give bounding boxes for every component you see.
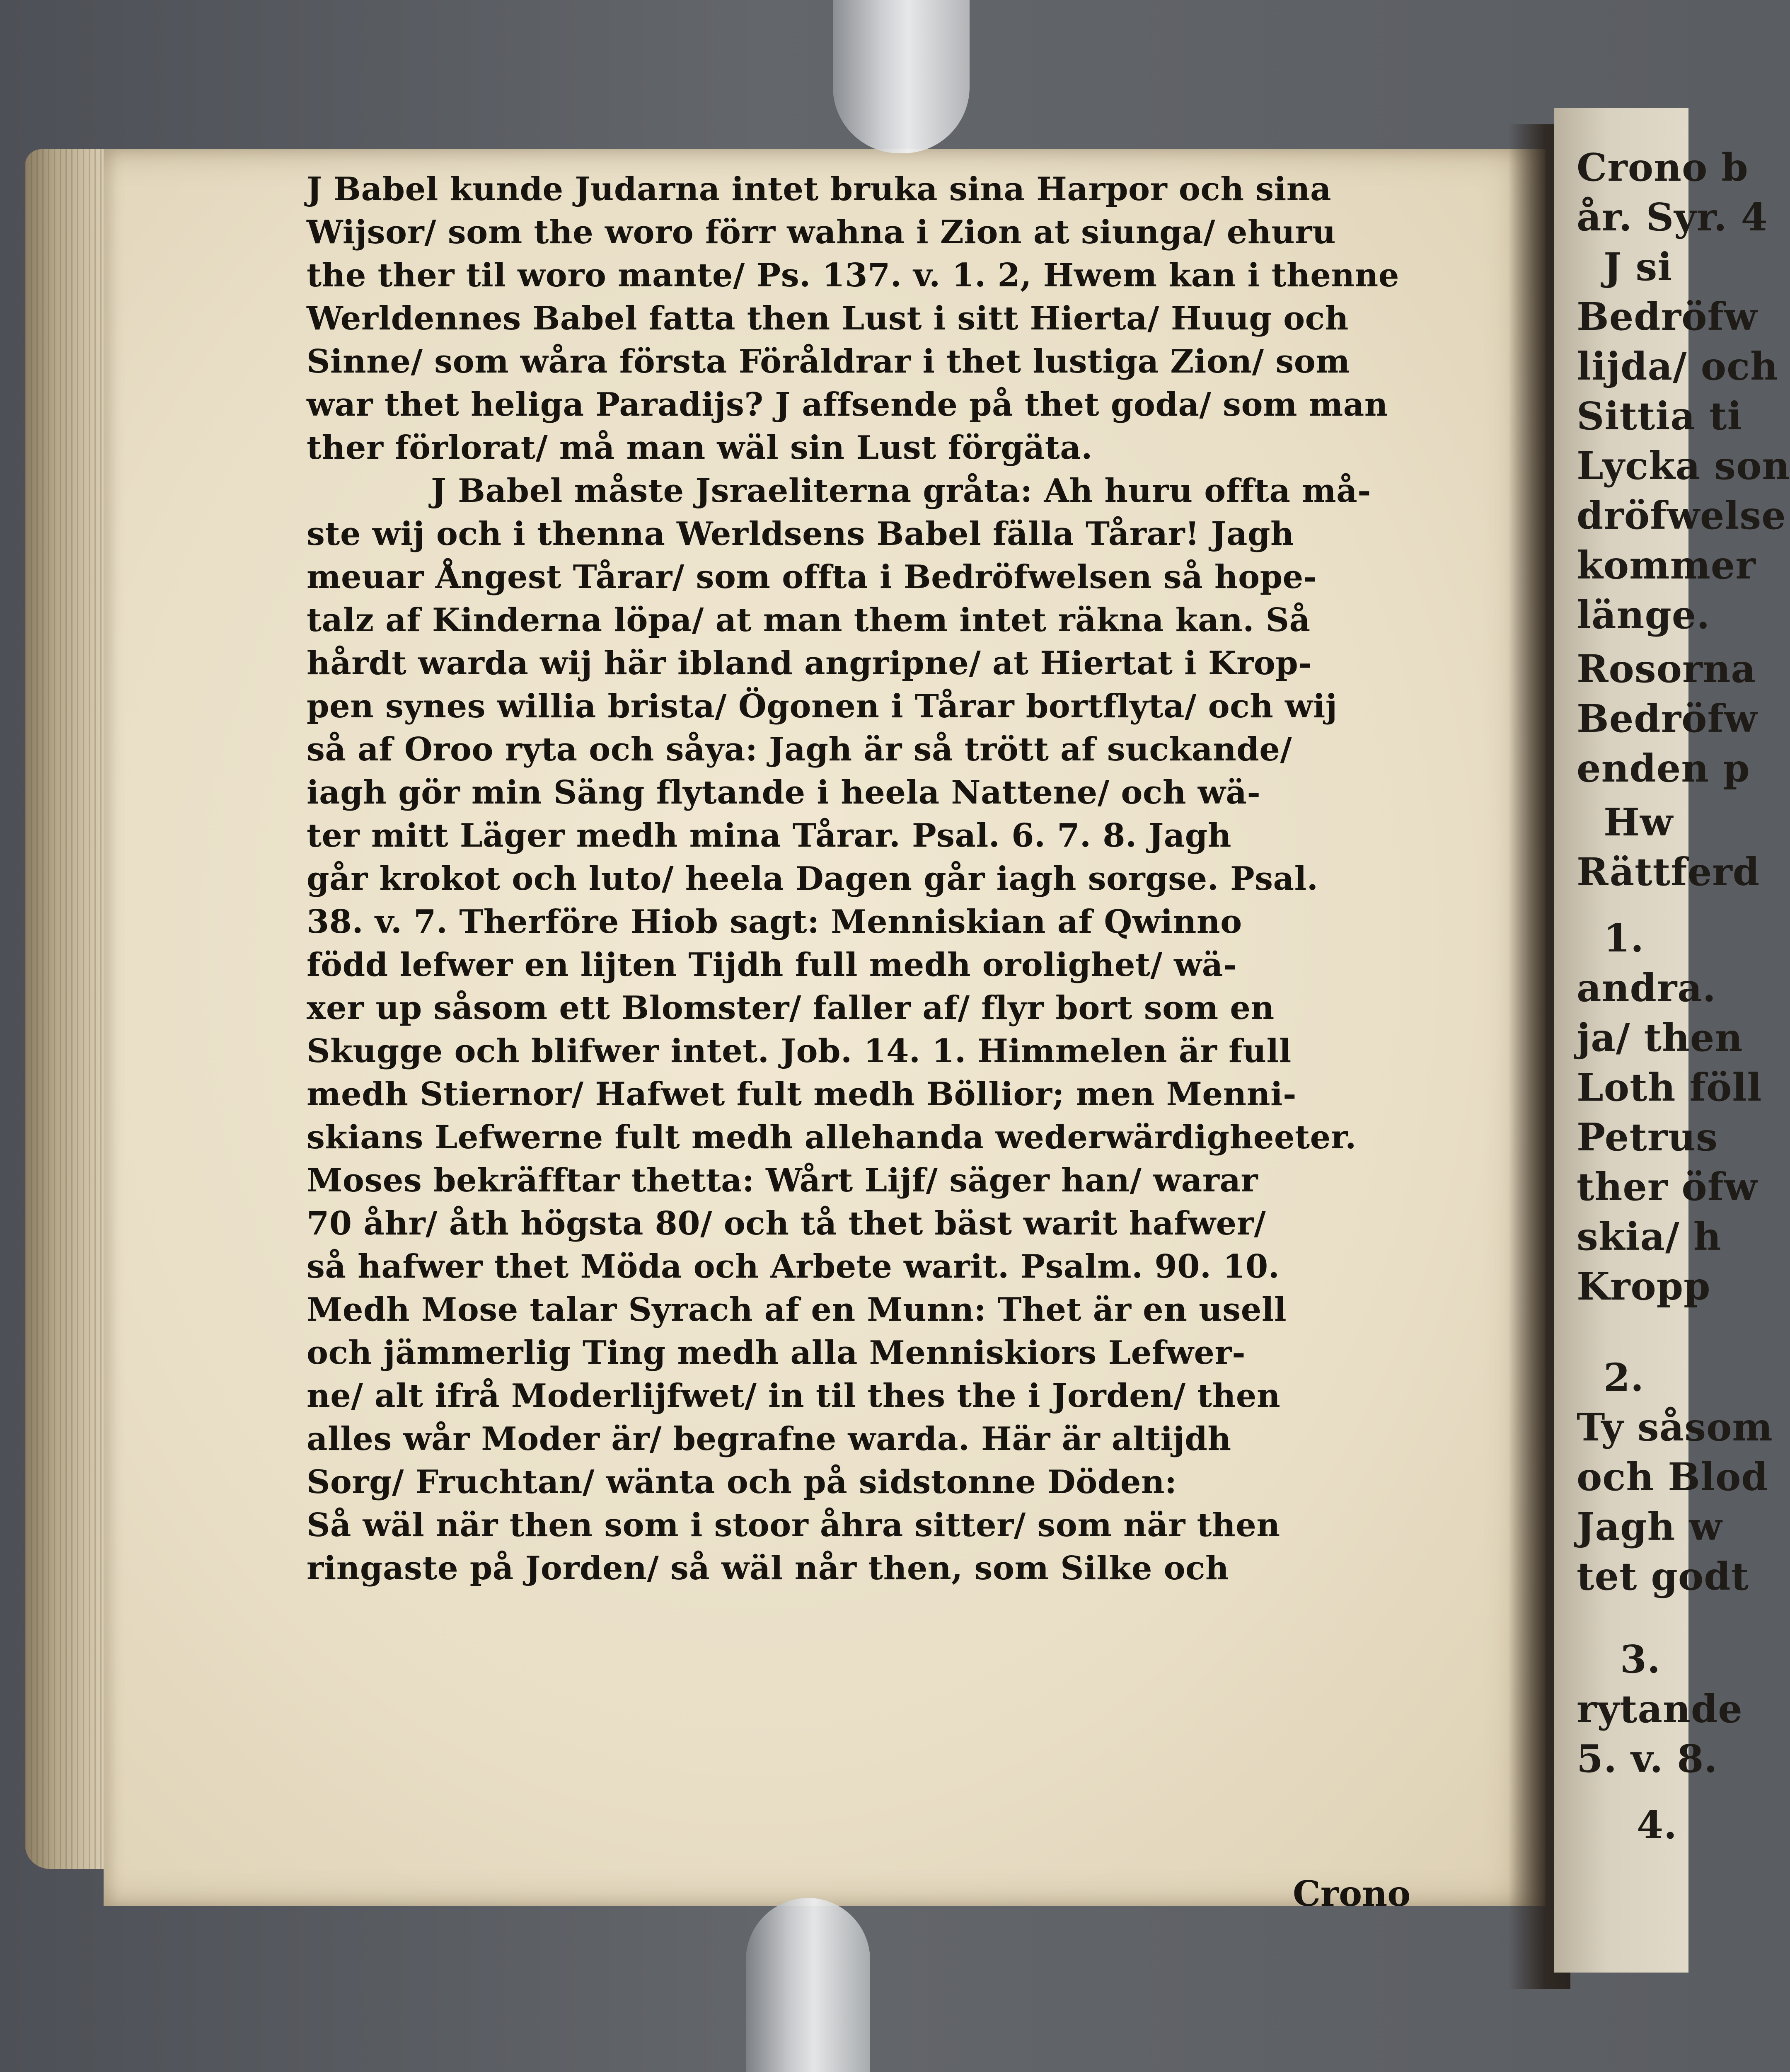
text-line: Skugge och blifwer intet. Job. 14. 1. Himmelen är full: [307, 1032, 1292, 1070]
text-line: Moses bekräfftar thetta: Wårt Lijf/ säger han/ warar: [307, 1162, 1258, 1199]
page-clip-bottom: [746, 1898, 870, 2072]
facing-text-fragment: J si: [1604, 244, 1673, 289]
facing-text-fragment: Crono b: [1577, 145, 1749, 190]
facing-text-fragment: Bedröfw: [1577, 696, 1758, 741]
text-line: ste wij och i thenna Werldsens Babel fälla Tårar! Jagh: [307, 515, 1294, 553]
facing-text-fragment: 5. v. 8.: [1577, 1736, 1718, 1781]
text-line: 38. v. 7. Therföre Hiob sagt: Menniskian af Qwinno: [307, 903, 1242, 941]
facing-text-fragment: ja/ then: [1577, 1015, 1743, 1060]
text-line: hårdt warda wij här ibland angripne/ at Hiertat i Krop-: [307, 644, 1312, 682]
facing-page: [1554, 108, 1790, 1973]
text-line: ther förlorat/ må man wäl sin Lust förgäta.: [307, 429, 1093, 467]
facing-text-fragment: Rosorna: [1577, 646, 1756, 691]
facing-text-fragment: Rättferd: [1577, 850, 1760, 894]
text-line: ringaste på Jorden/ så wäl når then, som Silke och: [307, 1549, 1229, 1587]
facing-text-fragment: Jagh w: [1577, 1504, 1722, 1549]
text-line: skians Lefwerne fult medh allehanda wederwärdigheeter.: [307, 1118, 1357, 1156]
text-line: J Babel måste Jsraeliterna gråta: Ah huru offta må-: [431, 472, 1372, 510]
text-line: 70 åhr/ åth högsta 80/ och tå thet bäst warit hafwer/: [307, 1205, 1266, 1242]
facing-text-fragment: Ty såsom: [1577, 1405, 1773, 1450]
facing-text-fragment: Hw: [1604, 800, 1674, 845]
text-line: war thet heliga Paradijs? J affsende på thet goda/ som man: [307, 386, 1388, 424]
text-line: Sorg/ Fruchtan/ wänta och på sidstonne Döden:: [307, 1463, 1177, 1501]
facing-text-fragment: och Blod: [1577, 1455, 1768, 1499]
text-line: Så wäl när then som i stoor åhra sitter/ som när then: [307, 1506, 1280, 1544]
facing-text-fragment: tet godt: [1577, 1554, 1749, 1599]
text-line: ne/ alt ifrå Moderlijfwet/ in til thes the i Jorden/ then: [307, 1377, 1281, 1415]
facing-text-fragment: skia/ h: [1577, 1214, 1722, 1259]
text-line: J Babel kunde Judarna intet bruka sina Harpor och sina: [307, 170, 1331, 208]
facing-text-fragment: kommer: [1577, 543, 1756, 588]
text-line: går krokot och luto/ heela Dagen går iagh sorgse. Psal.: [307, 860, 1318, 898]
facing-text-fragment: lijda/ och: [1577, 344, 1779, 389]
page-text: [307, 168, 1450, 1590]
facing-text-fragment: år. Syr. 4: [1577, 195, 1768, 240]
facing-text-fragment: dröfwelse: [1577, 493, 1786, 538]
text-line: the ther til woro mante/ Ps. 137. v. 1. 2, Hwem kan i thenne: [307, 257, 1399, 294]
text-line: och jämmerlig Ting medh alla Menniskiors Lefwer-: [307, 1334, 1246, 1372]
facing-text-fragment: andra.: [1577, 966, 1716, 1010]
facing-text-fragment: Bedröfw: [1577, 294, 1758, 339]
text-line: pen synes willia brista/ Ögonen i Tårar bortflyta/ och wij: [307, 687, 1338, 725]
facing-text-fragment: Kropp: [1577, 1264, 1711, 1309]
text-line: alles wår Moder är/ begrafne warda. Här är altijdh: [307, 1420, 1231, 1458]
text-line: född lefwer en lijten Tijdh full medh orolighet/ wä-: [307, 946, 1237, 984]
text-line: meuar Ångest Tårar/ som offta i Bedröfwelsen så hope-: [307, 558, 1317, 596]
facing-text-fragment: Sittia ti: [1577, 394, 1742, 438]
text-line: xer up såsom ett Blomster/ faller af/ flyr bort som en: [307, 989, 1275, 1027]
facing-text-fragment: 3.: [1620, 1637, 1661, 1682]
text-line: talz af Kinderna löpa/ at man them intet räkna kan. Så: [307, 601, 1311, 639]
facing-text-fragment: rytande: [1577, 1687, 1743, 1731]
catchword: Crono: [1293, 1873, 1411, 1914]
facing-text-fragment: ther öfw: [1577, 1164, 1758, 1209]
facing-text-fragment: Lycka son: [1577, 443, 1790, 488]
text-line: så hafwer thet Möda och Arbete warit. Psalm. 90. 10.: [307, 1248, 1280, 1285]
text-line: medh Stiernor/ Hafwet fult medh Böllior; men Menni-: [307, 1075, 1297, 1113]
text-line: Medh Mose talar Syrach af en Munn: Thet är en usell: [307, 1291, 1287, 1329]
text-line: iagh gör min Säng flytande i heela Nattene/ och wä-: [307, 774, 1261, 811]
text-line: Werldennes Babel fatta then Lust i sitt Hierta/ Huug och: [307, 300, 1349, 337]
facing-text-fragment: 4.: [1637, 1803, 1678, 1847]
page-clip-top: [833, 0, 970, 153]
text-line: ter mitt Läger medh mina Tårar. Psal. 6. 7. 8. Jagh: [307, 817, 1232, 854]
facing-text-fragment: länge.: [1577, 593, 1710, 637]
facing-text-fragment: Loth föll: [1577, 1065, 1762, 1110]
facing-text-fragment: enden p: [1577, 746, 1750, 791]
facing-text-fragment: Petrus: [1577, 1115, 1718, 1159]
facing-text-fragment: 2.: [1604, 1355, 1645, 1400]
text-line: Sinne/ som wåra första Föråldrar i thet lustiga Zion/ som: [307, 343, 1350, 380]
text-line: så af Oroo ryta och såya: Jagh är så trött af suckande/: [307, 731, 1292, 768]
text-line: Wijsor/ som the woro förr wahna i Zion at siunga/ ehuru: [307, 213, 1336, 251]
facing-text-fragment: 1.: [1604, 916, 1645, 961]
